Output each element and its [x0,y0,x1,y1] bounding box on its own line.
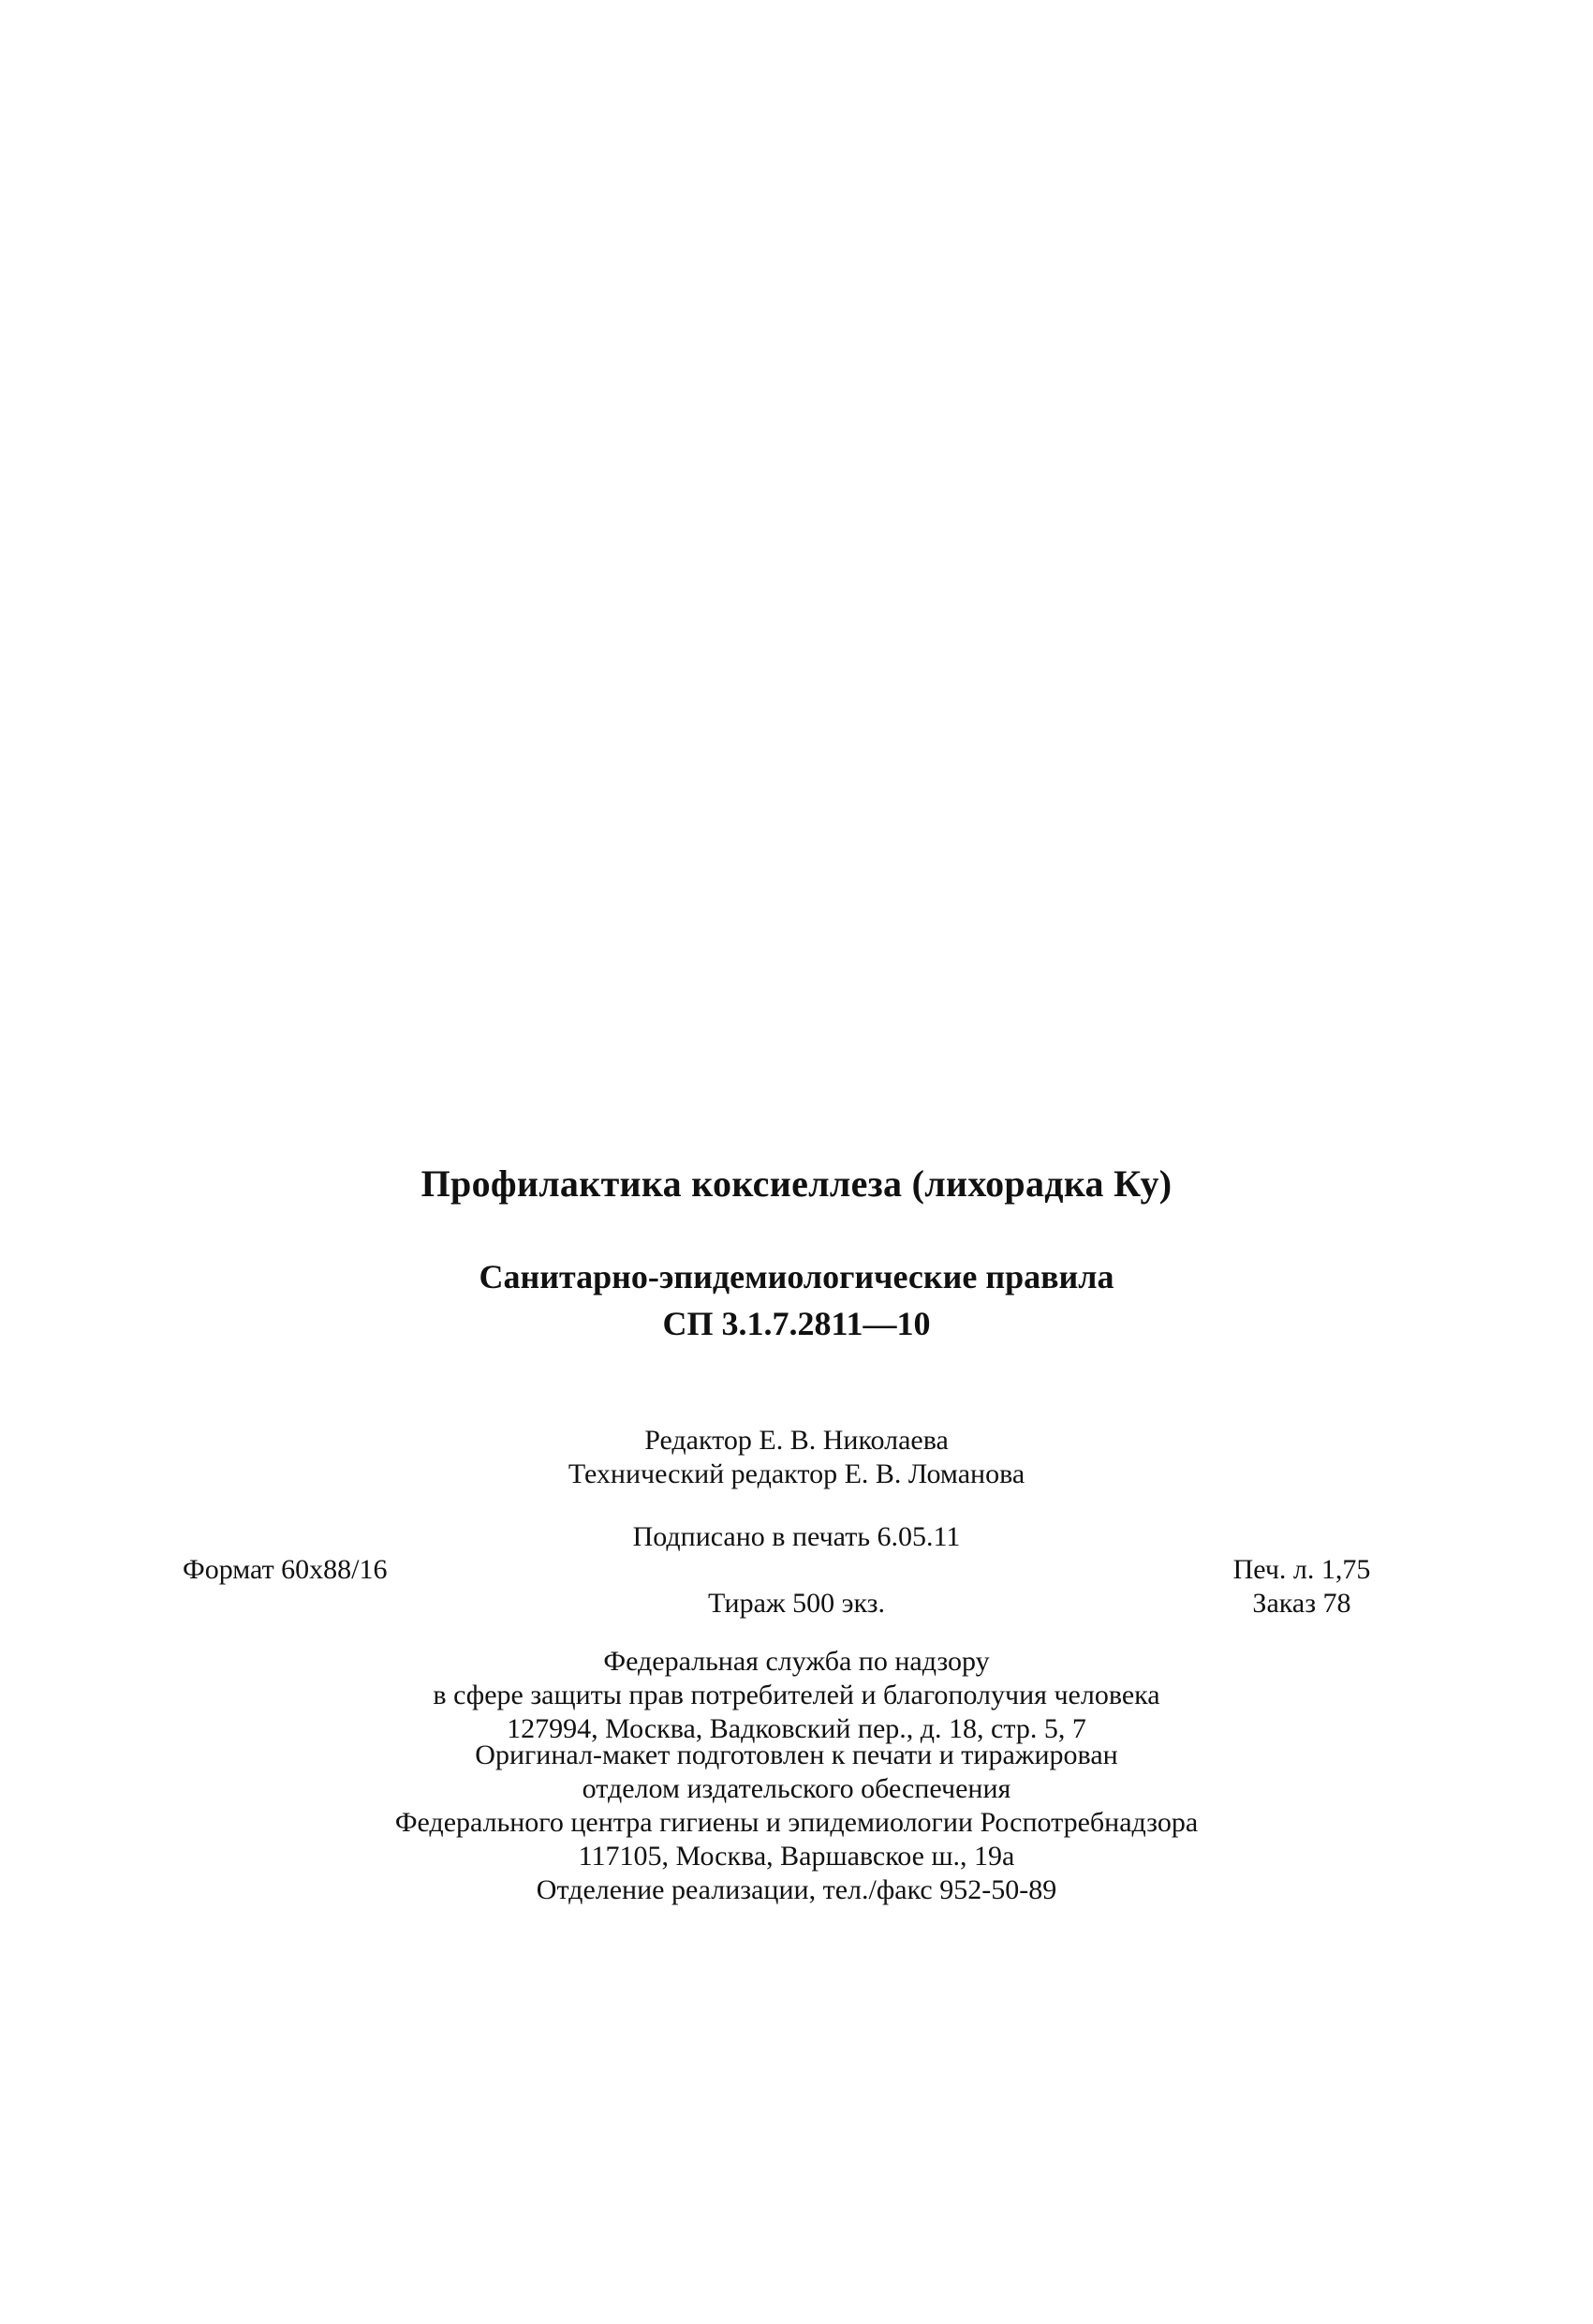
tirage-line: Тираж 500 экз. [707,1588,886,1619]
printer-line-3: Федерального центра гигиены и эпидемиологии Роспотребнадзора [394,1807,1199,1838]
sheets-line: Печ. л. 1,75 [1232,1554,1371,1585]
printer-block [0,1739,1593,1907]
publisher-address: 127994, Москва, Вадковский пер., д. 18, стр. 5, 7 [507,1713,1086,1744]
signed-line: Подписано в печать 6.05.11 [632,1521,961,1552]
publisher-line-1: Федеральная служба по надзору [603,1646,990,1677]
document-title: Профилактика коксиеллеза (лихорадка Ку) [420,1162,1173,1205]
publisher-block [0,1645,1593,1746]
subtitle-code: СП 3.1.7.2811—10 [662,1305,931,1342]
tech-editor-line: Технический редактор Е. В. Ломанова [568,1458,1025,1489]
order-line: Заказ 78 [1252,1588,1351,1619]
subtitle-rules: Санитарно-эпидемиологические правила [479,1258,1114,1295]
printer-line-2: отделом издательского обеспечения [582,1773,1011,1804]
editor-line: Редактор Е. В. Николаева [644,1425,949,1456]
publisher-line-2: в сфере защиты прав потребителей и благополучия человека [433,1680,1160,1710]
printer-address: 117105, Москва, Варшавское ш., 19а [578,1841,1015,1872]
document-subtitle [0,1253,1593,1347]
format-line: Формат 60x88/16 [183,1554,388,1585]
printer-line-1: Оригинал-макет подготовлен к печати и тиражирован [475,1739,1118,1770]
printer-sales-contact: Отделение реализации, тел./факс 952-50-89 [536,1874,1057,1905]
editors-block [0,1424,1593,1491]
